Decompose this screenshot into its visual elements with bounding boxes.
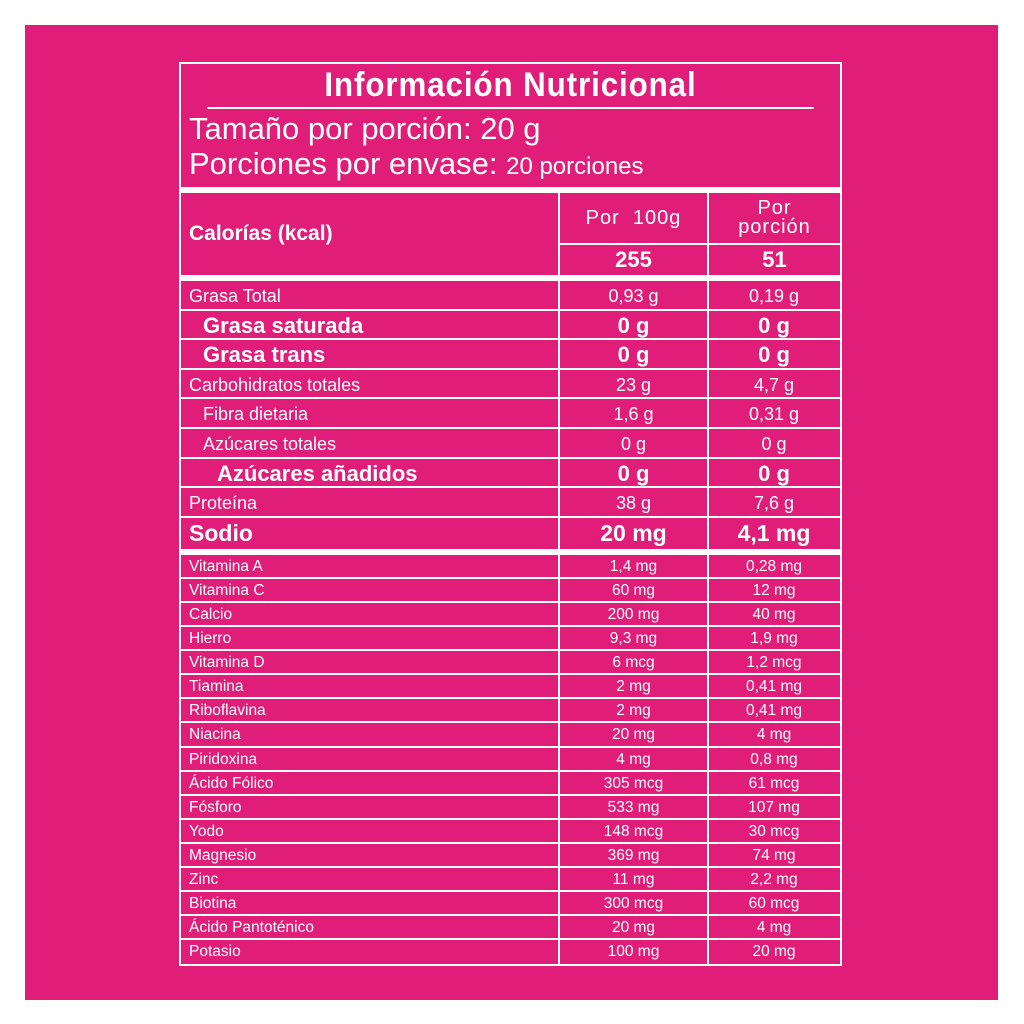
nutrient-name: Niacina bbox=[181, 723, 560, 745]
calories-per-portion: 51 bbox=[762, 247, 787, 272]
vitamin-row bbox=[181, 892, 840, 916]
nutrient-name: Grasa trans bbox=[181, 340, 560, 368]
vitamins-table bbox=[181, 555, 840, 965]
nutrient-name: Piridoxina bbox=[181, 748, 560, 770]
vitamin-row bbox=[181, 579, 840, 603]
value-per-100g: 6 mcg bbox=[560, 651, 709, 673]
value-per-100g: 300 mcg bbox=[560, 892, 709, 914]
servings-per-container bbox=[189, 145, 840, 186]
value-per-portion: 0,8 mg bbox=[750, 750, 798, 768]
value-per-portion: 60 mcg bbox=[748, 895, 800, 913]
value-per-100g: 20 mg bbox=[560, 518, 709, 549]
nutrient-row bbox=[181, 518, 840, 549]
per-portion-column bbox=[709, 193, 840, 275]
value-per-100g: 0 g bbox=[560, 311, 709, 339]
nutrient-name: Zinc bbox=[181, 868, 560, 890]
value-per-portion: 0 g bbox=[758, 342, 790, 368]
vitamin-row bbox=[181, 627, 840, 651]
value-per-100g: 23 g bbox=[560, 370, 709, 398]
value-per-100g: 60 mg bbox=[560, 579, 709, 601]
value-per-portion: 1,2 mcg bbox=[746, 654, 802, 672]
value-per-portion: 0 g bbox=[758, 460, 790, 486]
value-per-portion: 30 mcg bbox=[748, 822, 800, 840]
nutrients-table bbox=[181, 281, 840, 555]
vitamin-row bbox=[181, 868, 840, 892]
nutrient-name: Azúcares añadidos bbox=[181, 459, 560, 487]
value-per-portion: 4,7 g bbox=[753, 374, 795, 395]
value-per-portion: 4 mg bbox=[756, 919, 792, 937]
vitamin-row bbox=[181, 940, 840, 964]
vitamin-row bbox=[181, 796, 840, 820]
per-100g-column bbox=[560, 193, 709, 275]
value-per-100g: 4 mg bbox=[560, 748, 709, 770]
value-per-100g: 20 mg bbox=[560, 916, 709, 938]
per-portion-header-line1: Por bbox=[757, 197, 792, 219]
nutrient-name: Yodo bbox=[181, 820, 560, 842]
value-per-100g: 0,93 g bbox=[560, 281, 709, 309]
nutrient-row bbox=[181, 340, 840, 370]
nutrient-name: Grasa saturada bbox=[181, 311, 560, 339]
value-per-portion: 0 g bbox=[761, 433, 787, 454]
calories-section bbox=[181, 193, 840, 281]
value-per-portion: 0 g bbox=[758, 312, 790, 338]
per-100g-header: Por 100g bbox=[560, 193, 707, 245]
vitamin-row bbox=[181, 603, 840, 627]
value-per-100g: 2 mg bbox=[560, 699, 709, 721]
value-per-100g: 0 g bbox=[560, 429, 709, 457]
nutrient-name: Fibra dietaria bbox=[181, 399, 560, 427]
value-per-100g: 1,4 mg bbox=[560, 555, 709, 577]
servings-per-container-value: 20 porciones bbox=[506, 153, 644, 180]
value-per-100g: 11 mg bbox=[560, 868, 709, 890]
value-per-portion: 2,2 mg bbox=[750, 870, 798, 888]
value-per-portion: 12 mg bbox=[752, 581, 796, 599]
value-per-100g: 148 mcg bbox=[560, 820, 709, 842]
value-per-portion: 0,41 mg bbox=[745, 702, 802, 720]
vitamin-row bbox=[181, 820, 840, 844]
nutrient-row bbox=[181, 459, 840, 489]
value-per-portion: 107 mg bbox=[748, 798, 800, 816]
nutrient-name: Tiamina bbox=[181, 675, 560, 697]
value-per-portion: 0,41 mg bbox=[745, 678, 802, 696]
value-per-100g: 1,6 g bbox=[560, 399, 709, 427]
nutrient-name: Potasio bbox=[181, 940, 560, 964]
nutrient-name: Sodio bbox=[181, 518, 560, 549]
nutrient-name: Carbohidratos totales bbox=[181, 370, 560, 398]
nutrient-name: Hierro bbox=[181, 627, 560, 649]
value-per-portion: 74 mg bbox=[752, 846, 796, 864]
nutrient-row bbox=[181, 311, 840, 341]
value-per-100g: 305 mcg bbox=[560, 772, 709, 794]
per-portion-header-line2: porción bbox=[738, 216, 811, 238]
per-portion-header bbox=[709, 193, 840, 245]
calories-per-100g: 255 bbox=[615, 247, 652, 272]
nutrient-name: Calcio bbox=[181, 603, 560, 625]
value-per-100g: 2 mg bbox=[560, 675, 709, 697]
nutrition-facts-label bbox=[179, 62, 842, 966]
nutrient-name: Riboflavina bbox=[181, 699, 560, 721]
serving-size: Tamaño por porción: 20 g bbox=[189, 111, 541, 146]
value-per-100g: 20 mg bbox=[560, 723, 709, 745]
nutrient-name: Vitamina C bbox=[181, 579, 560, 601]
value-per-100g: 369 mg bbox=[560, 844, 709, 866]
nutrient-name: Ácido Pantoténico bbox=[181, 916, 560, 938]
value-per-portion: 4,1 mg bbox=[737, 519, 811, 546]
nutrient-name: Proteína bbox=[181, 488, 560, 516]
value-per-100g: 533 mg bbox=[560, 796, 709, 818]
value-per-100g: 0 g bbox=[560, 340, 709, 368]
vitamin-row bbox=[181, 723, 840, 747]
vitamin-row bbox=[181, 651, 840, 675]
calories-label: Calorías (kcal) bbox=[181, 193, 560, 275]
serving-info bbox=[181, 109, 840, 193]
value-per-portion: 40 mg bbox=[752, 605, 796, 623]
value-per-100g: 0 g bbox=[560, 459, 709, 487]
nutrient-row bbox=[181, 488, 840, 518]
value-per-portion: 7,6 g bbox=[753, 493, 795, 514]
nutrient-name: Ácido Fólico bbox=[181, 772, 560, 794]
value-per-portion: 1,9 mg bbox=[750, 630, 798, 648]
nutrient-name: Vitamina A bbox=[181, 555, 560, 577]
vitamin-row bbox=[181, 555, 840, 579]
nutrient-row bbox=[181, 370, 840, 400]
value-per-100g: 200 mg bbox=[560, 603, 709, 625]
vitamin-row bbox=[181, 699, 840, 723]
nutrient-name: Biotina bbox=[181, 892, 560, 914]
nutrient-name: Fósforo bbox=[181, 796, 560, 818]
nutrient-row bbox=[181, 429, 840, 459]
nutrient-row bbox=[181, 399, 840, 429]
value-per-portion: 0,28 mg bbox=[745, 557, 802, 575]
vitamin-row bbox=[181, 844, 840, 868]
servings-per-container-label: Porciones por envase: bbox=[189, 146, 498, 181]
value-per-100g: 9,3 mg bbox=[560, 627, 709, 649]
nutrient-name: Azúcares totales bbox=[181, 429, 560, 457]
nutrient-name: Magnesio bbox=[181, 844, 560, 866]
vitamin-row bbox=[181, 772, 840, 796]
value-per-100g: 38 g bbox=[560, 488, 709, 516]
nutrient-name: Vitamina D bbox=[181, 651, 560, 673]
nutrient-row bbox=[181, 281, 840, 311]
vitamin-row bbox=[181, 748, 840, 772]
value-per-100g: 100 mg bbox=[560, 940, 709, 964]
nutrient-name: Grasa Total bbox=[181, 281, 560, 309]
value-per-portion: 4 mg bbox=[756, 726, 792, 744]
value-per-portion: 0,31 g bbox=[748, 404, 800, 425]
value-per-portion: 0,19 g bbox=[748, 286, 800, 306]
label-title: Información Nutricional bbox=[207, 64, 813, 109]
value-per-portion: 61 mcg bbox=[748, 774, 800, 792]
value-per-portion: 20 mg bbox=[752, 943, 796, 961]
vitamin-row bbox=[181, 675, 840, 699]
vitamin-row bbox=[181, 916, 840, 940]
